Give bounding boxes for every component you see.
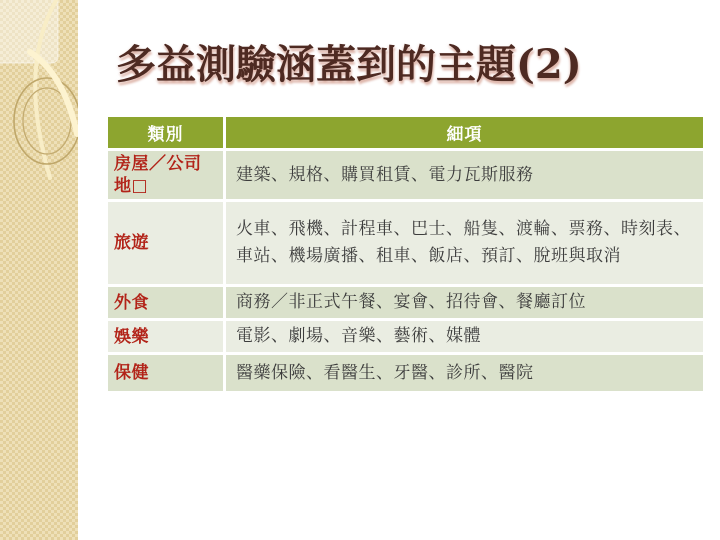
column-header-category: 類別 xyxy=(108,117,223,148)
slide-title: 多益測驗涵蓋到的主題(2) xyxy=(116,41,582,88)
table-row xyxy=(108,202,703,284)
sidebar-ornaments xyxy=(0,0,78,540)
sidebar-decoration xyxy=(0,0,78,540)
table-row xyxy=(108,151,703,199)
details-cell: 火車、飛機、計程車、巴士、船隻、渡輪、票務、時刻表、車站、機場廣播、租車、飯店、預訂、脫班與取消 xyxy=(226,202,703,284)
table-row xyxy=(108,355,703,391)
category-cell: 保健 xyxy=(108,355,223,391)
category-cell: 外食 xyxy=(108,287,223,318)
category-cell: 娛樂 xyxy=(108,321,223,352)
details-cell: 建築、規格、購買租賃、電力瓦斯服務 xyxy=(226,151,703,199)
details-cell: 商務／非正式午餐、宴會、招待會、餐廳訂位 xyxy=(226,287,703,318)
column-header-details: 細項 xyxy=(226,117,703,148)
details-cell: 醫藥保險、看醫生、牙醫、診所、醫院 xyxy=(226,355,703,391)
topics-table xyxy=(105,114,706,394)
details-cell: 電影、劇場、音樂、藝術、媒體 xyxy=(226,321,703,352)
category-cell: 旅遊 xyxy=(108,202,223,284)
table-row xyxy=(108,287,703,318)
table-row xyxy=(108,321,703,352)
category-cell: 房屋／公司地□ xyxy=(108,151,223,199)
table-header-row xyxy=(108,117,703,148)
